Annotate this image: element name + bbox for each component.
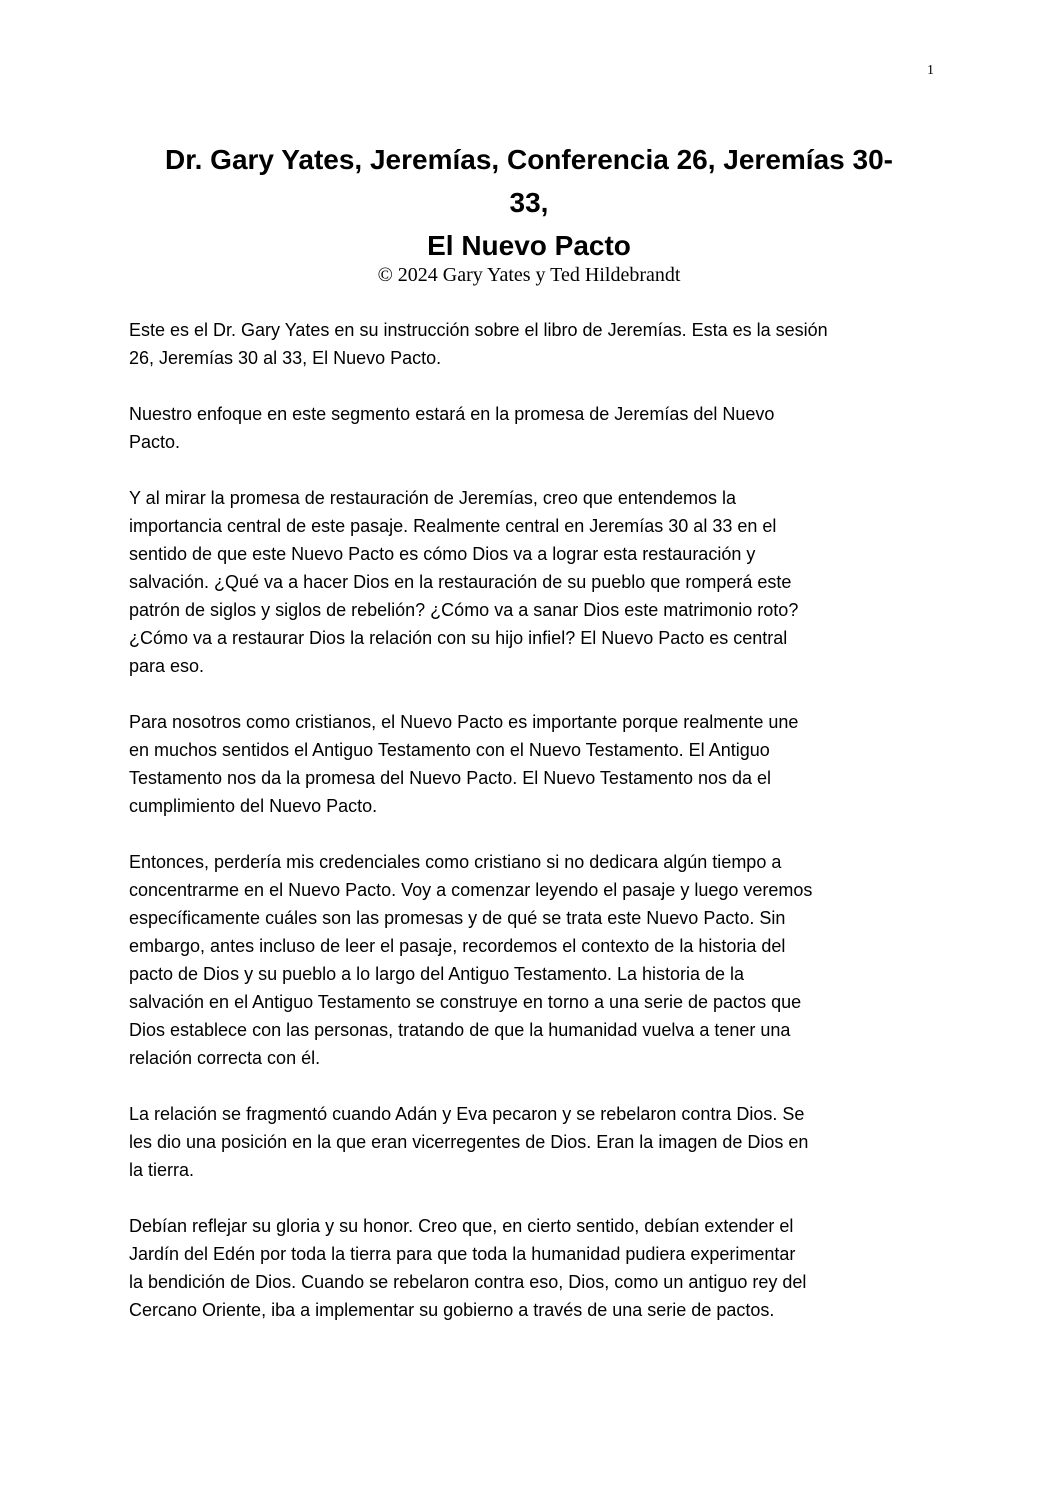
paragraph-line: Este es el Dr. Gary Yates en su instrucción sobre el libro de Jeremías. Esta es la sesión — [129, 320, 828, 340]
paragraph — [129, 1100, 934, 1184]
body-text — [129, 316, 934, 1352]
paragraph-line: relación correcta con él. — [129, 1048, 321, 1068]
paragraph — [129, 484, 934, 680]
title-line: El Nuevo Pacto — [427, 230, 631, 261]
paragraph-line: Jardín del Edén por toda la tierra para que toda la humanidad pudiera experimentar — [129, 1244, 796, 1264]
paragraph — [129, 316, 934, 372]
paragraph-line: Y al mirar la promesa de restauración de Jeremías, creo que entendemos la — [129, 488, 736, 508]
paragraph-line: salvación en el Antiguo Testamento se construye en torno a una serie de pactos que — [129, 992, 802, 1012]
paragraph — [129, 708, 934, 820]
paragraph-line: Nuestro enfoque en este segmento estará en la promesa de Jeremías del Nuevo — [129, 404, 775, 424]
paragraph-line: pacto de Dios y su pueblo a lo largo del Antiguo Testamento. La historia de la — [129, 964, 745, 984]
paragraph-line: en muchos sentidos el Antiguo Testamento con el Nuevo Testamento. El Antiguo — [129, 740, 770, 760]
title-line: Dr. Gary Yates, Jeremías, Conferencia 26, Jeremías 30- — [165, 144, 893, 175]
paragraph-line: Pacto. — [129, 432, 181, 452]
paragraph-line: Debían reflejar su gloria y su honor. Creo que, en cierto sentido, debían extender el — [129, 1216, 794, 1236]
paragraph-line: patrón de siglos y siglos de rebelión? ¿Cómo va a sanar Dios este matrimonio roto? — [129, 600, 799, 620]
paragraph-line: La relación se fragmentó cuando Adán y Eva pecaron y se rebelaron contra Dios. Se — [129, 1104, 805, 1124]
paragraph — [129, 1212, 934, 1324]
paragraph-line: la bendición de Dios. Cuando se rebelaron contra eso, Dios, como un antiguo rey del — [129, 1272, 807, 1292]
paragraph-line: Testamento nos da la promesa del Nuevo Pacto. El Nuevo Testamento nos da el — [129, 768, 772, 788]
paragraph-line: salvación. ¿Qué va a hacer Dios en la restauración de su pueblo que romperá este — [129, 572, 792, 592]
paragraph-line: embargo, antes incluso de leer el pasaje, recordemos el contexto de la historia del — [129, 936, 786, 956]
copyright-notice: © 2024 Gary Yates y Ted Hildebrandt — [377, 264, 681, 286]
paragraph-line: ¿Cómo va a restaurar Dios la relación con su hijo infiel? El Nuevo Pacto es central — [129, 628, 788, 648]
paragraph — [129, 400, 934, 456]
paragraph-line: Entonces, perdería mis credenciales como cristiano si no dedicara algún tiempo a — [129, 852, 782, 872]
paragraph-line: para eso. — [129, 656, 205, 676]
paragraph-line: Dios establece con las personas, tratando de que la humanidad vuelva a tener una — [129, 1020, 791, 1040]
paragraph-line: les dio una posición en la que eran vicerregentes de Dios. Eran la imagen de Dios en — [129, 1132, 809, 1152]
paragraph-line: importancia central de este pasaje. Realmente central en Jeremías 30 al 33 en el — [129, 516, 777, 536]
paragraph-line: la tierra. — [129, 1160, 195, 1180]
paragraph-line: específicamente cuáles son las promesas y de qué se trata este Nuevo Pacto. Sin — [129, 908, 786, 928]
title-line: 33, — [509, 187, 549, 218]
paragraph-line: 26, Jeremías 30 al 33, El Nuevo Pacto. — [129, 348, 442, 368]
paragraph-line: Cercano Oriente, iba a implementar su gobierno a través de una serie de pactos. — [129, 1300, 775, 1320]
page-number: 1 — [927, 63, 934, 78]
paragraph — [129, 848, 934, 1072]
paragraph-line: concentrarme en el Nuevo Pacto. Voy a comenzar leyendo el pasaje y luego veremos — [129, 880, 813, 900]
paragraph-line: cumplimiento del Nuevo Pacto. — [129, 796, 378, 816]
document-title — [120, 138, 938, 287]
paragraph-line: Para nosotros como cristianos, el Nuevo Pacto es importante porque realmente une — [129, 712, 799, 732]
paragraph-line: sentido de que este Nuevo Pacto es cómo Dios va a lograr esta restauración y — [129, 544, 756, 564]
